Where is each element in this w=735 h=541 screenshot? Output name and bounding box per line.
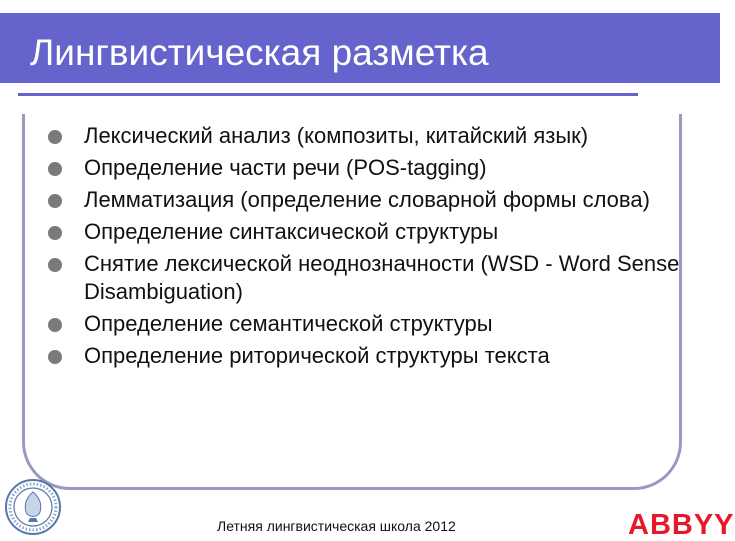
slide-header xyxy=(0,0,720,103)
title-underline xyxy=(18,93,638,96)
bullet-text: Определение семантической структуры xyxy=(84,311,493,336)
bullet-dot-icon xyxy=(48,162,62,176)
bullet-dot-icon xyxy=(48,318,62,332)
bullet-item xyxy=(40,154,680,182)
bullet-item xyxy=(40,342,680,370)
bullet-item xyxy=(40,186,680,214)
bullet-dot-icon xyxy=(48,258,62,272)
bullet-text: Определение части речи (POS-tagging) xyxy=(84,155,487,180)
bullet-text: Определение синтаксической структуры xyxy=(84,219,499,244)
bullet-dot-icon xyxy=(48,226,62,240)
bullet-text: Лемматизация (определение словарной формы слова) xyxy=(84,187,650,212)
abbyy-logo: ABBYY xyxy=(628,509,735,541)
bullet-text: Снятие лексической неоднозначности (WSD - Word Sense Disambiguation) xyxy=(84,251,680,304)
bullet-text: Определение риторической структуры текста xyxy=(84,343,550,368)
bullet-dot-icon xyxy=(48,194,62,208)
slide-title: Лингвистическая разметка xyxy=(30,32,489,73)
bullet-dot-icon xyxy=(48,130,62,144)
footer-text: Летняя лингвистическая школа 2012 xyxy=(217,518,456,534)
bullet-list xyxy=(40,122,680,374)
bullet-text: Лексический анализ (композиты, китайский язык) xyxy=(84,123,589,148)
bullet-item xyxy=(40,310,680,338)
bullet-dot-icon xyxy=(48,350,62,364)
university-seal-icon xyxy=(4,478,62,536)
bullet-item xyxy=(40,218,680,246)
bullet-item xyxy=(40,250,680,306)
bullet-item xyxy=(40,122,680,150)
